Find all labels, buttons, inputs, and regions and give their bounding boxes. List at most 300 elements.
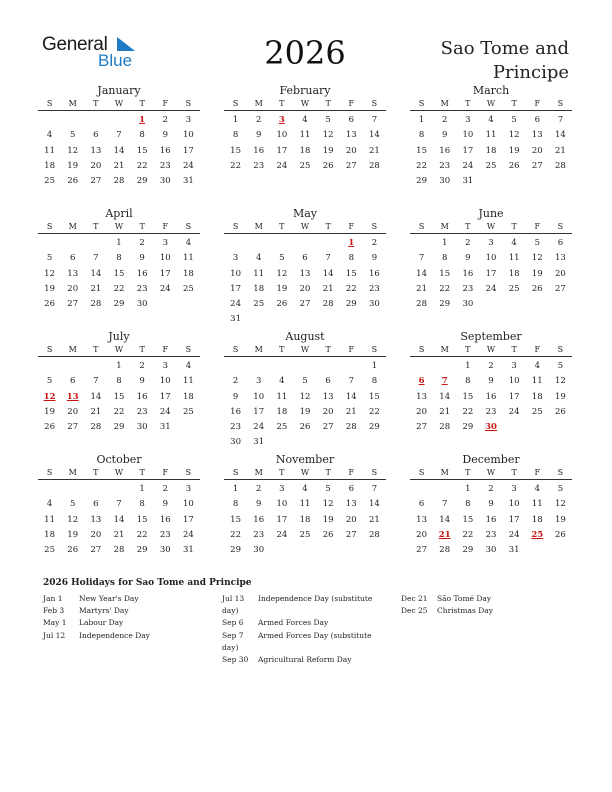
day-cell: 17: [183, 514, 194, 525]
day-cell: 27: [67, 422, 79, 433]
day-cell: 15: [230, 145, 241, 156]
day-cell: 12: [555, 499, 566, 510]
day-cell: 9: [162, 499, 168, 510]
day-cell: 13: [67, 268, 79, 279]
day-cell: 9: [256, 130, 262, 141]
day-cell: 17: [276, 514, 288, 525]
day-cell: 22: [416, 160, 427, 171]
weekday-label: M: [68, 345, 77, 354]
day-cell: 1: [139, 484, 145, 494]
day-cell: 27: [531, 160, 543, 171]
day-cell: 17: [485, 268, 497, 279]
day-cell: 17: [230, 283, 241, 294]
day-cell: 9: [139, 376, 145, 387]
day-cell: 23: [253, 160, 265, 171]
day-cell: 25: [508, 283, 520, 294]
day-cell: 20: [67, 283, 79, 294]
country-name-line1: Sao Tome and: [440, 38, 569, 59]
day-grid: [38, 113, 200, 189]
day-cell: 25: [44, 545, 55, 556]
day-grid: [38, 482, 200, 558]
day-cell: 5: [557, 484, 564, 494]
month-june: [410, 207, 572, 312]
day-cell: 1: [232, 115, 239, 125]
weekday-header: [224, 344, 386, 357]
day-cell: 7: [116, 130, 122, 141]
empty-day-cell: [61, 236, 84, 251]
day-cell: 30: [253, 545, 265, 556]
day-cell: 6: [302, 253, 308, 264]
holidays-title: 2026 Holidays for Sao Tome and Principe: [43, 578, 252, 588]
day-cell: 4: [256, 253, 262, 264]
weekday-label: T: [139, 99, 145, 108]
day-cell: 11: [183, 253, 194, 264]
day-cell: 13: [90, 145, 102, 156]
weekday-label: S: [232, 345, 239, 354]
month-title: August: [285, 330, 325, 343]
weekday-label: T: [93, 99, 99, 108]
day-cell: 1: [465, 361, 471, 371]
day-cell: 21: [555, 145, 566, 156]
day-cell: 23: [136, 406, 148, 417]
holiday-date: Dec 25: [401, 606, 428, 616]
weekday-label: T: [511, 468, 517, 477]
day-cell: 6: [348, 484, 354, 494]
day-cell: 1: [116, 361, 122, 371]
weekday-label: M: [440, 222, 449, 231]
weekday-label: T: [93, 468, 99, 477]
weekday-label: S: [371, 99, 378, 108]
day-cell: 25: [183, 406, 194, 417]
weekday-header: [38, 98, 200, 111]
holiday-entry: [401, 605, 551, 617]
empty-day-cell: [224, 359, 247, 374]
day-cell: 7: [442, 499, 448, 510]
day-cell: 29: [136, 545, 148, 556]
day-cell: 23: [230, 422, 241, 433]
weekday-label: W: [486, 222, 496, 231]
weekday-label: T: [139, 468, 145, 477]
weekday-label: W: [300, 468, 310, 477]
day-cell: 14: [439, 514, 451, 525]
day-cell: 15: [462, 391, 474, 402]
day-cell: 10: [276, 130, 288, 141]
logo-text-blue: Blue: [98, 51, 133, 70]
day-cell: 26: [67, 545, 79, 556]
month-january: [38, 84, 200, 189]
day-cell: 30: [439, 176, 451, 187]
day-cell: 22: [113, 406, 125, 417]
day-cell: 24: [183, 160, 194, 171]
empty-day-cell: [433, 482, 456, 497]
day-cell: 30: [462, 299, 474, 310]
weekday-label: T: [325, 222, 331, 231]
day-cell: 4: [534, 361, 540, 371]
day-cell: 8: [442, 253, 448, 264]
day-cell: 31: [462, 176, 474, 187]
weekday-label: T: [279, 345, 285, 354]
weekday-label: M: [68, 468, 77, 477]
weekday-label: T: [139, 222, 145, 231]
day-cell: 21: [369, 514, 380, 525]
month-may: [224, 207, 386, 328]
month-title: November: [275, 453, 335, 466]
day-cell: 21: [90, 283, 102, 294]
day-cell: 7: [348, 376, 354, 387]
day-cell: 20: [299, 283, 311, 294]
day-cell: 10: [508, 499, 520, 510]
weekday-header: [38, 467, 200, 480]
day-cell: 1: [465, 484, 471, 494]
weekday-label: T: [511, 345, 517, 354]
day-cell: 7: [116, 499, 122, 510]
day-cell: 20: [416, 406, 427, 417]
weekday-label: S: [418, 222, 425, 231]
day-cell: 23: [462, 283, 474, 294]
day-cell: 23: [136, 283, 148, 294]
day-cell: 16: [485, 514, 497, 525]
day-cell: 14: [439, 391, 451, 402]
holiday-day-cell: 1: [348, 238, 355, 248]
day-grid: [410, 236, 572, 312]
weekday-header: [38, 344, 200, 357]
holiday-name: São Tomé Day: [437, 594, 492, 603]
empty-day-cell: [317, 359, 340, 374]
day-cell: 21: [345, 406, 357, 417]
weekday-label: M: [68, 99, 77, 108]
weekday-label: S: [46, 468, 53, 477]
day-grid: [224, 113, 386, 174]
day-cell: 29: [136, 176, 148, 187]
day-cell: 5: [325, 484, 331, 494]
day-cell: 10: [253, 391, 265, 402]
day-cell: 3: [256, 376, 262, 387]
empty-day-cell: [84, 113, 107, 128]
day-cell: 16: [369, 268, 380, 279]
day-cell: 16: [253, 145, 265, 156]
day-cell: 2: [139, 238, 145, 248]
weekday-label: T: [511, 99, 517, 108]
holiday-name: Independence Day: [79, 630, 150, 640]
weekday-header: [224, 467, 386, 480]
day-cell: 1: [116, 238, 122, 248]
weekday-label: M: [440, 345, 449, 354]
empty-day-cell: [61, 482, 84, 497]
day-cell: 20: [322, 406, 334, 417]
day-cell: 14: [555, 130, 566, 141]
day-grid: [224, 359, 386, 451]
weekday-label: M: [254, 468, 263, 477]
weekday-header: [410, 467, 572, 480]
day-cell: 18: [253, 283, 265, 294]
day-cell: 23: [159, 160, 171, 171]
empty-day-cell: [317, 236, 340, 251]
day-cell: 12: [322, 499, 334, 510]
day-cell: 21: [113, 529, 125, 540]
day-cell: 15: [230, 514, 241, 525]
day-cell: 4: [488, 115, 494, 125]
day-cell: 20: [345, 514, 357, 525]
day-cell: 9: [465, 253, 471, 264]
day-cell: 5: [325, 115, 331, 125]
day-cell: 24: [508, 406, 520, 417]
day-cell: 17: [159, 268, 171, 279]
day-cell: 20: [90, 529, 102, 540]
month-october: [38, 453, 200, 558]
empty-day-cell: [293, 236, 316, 251]
day-cell: 2: [162, 484, 168, 494]
empty-day-cell: [107, 482, 130, 497]
weekday-label: W: [114, 99, 124, 108]
holiday-day-cell: 25: [531, 529, 544, 540]
day-cell: 15: [113, 268, 125, 279]
day-cell: 24: [159, 406, 171, 417]
day-cell: 15: [113, 391, 125, 402]
holiday-name: New Year's Day: [79, 594, 139, 603]
holiday-name-continued: day): [222, 606, 239, 616]
empty-day-cell: [433, 359, 456, 374]
day-cell: 14: [90, 391, 102, 402]
day-cell: 24: [462, 160, 474, 171]
weekday-label: T: [93, 222, 99, 231]
day-cell: 7: [93, 376, 99, 387]
day-cell: 5: [46, 253, 53, 264]
day-cell: 12: [299, 391, 311, 402]
day-cell: 29: [345, 299, 357, 310]
day-cell: 30: [159, 176, 171, 187]
day-cell: 17: [508, 391, 520, 402]
weekday-label: S: [185, 345, 192, 354]
month-august: [224, 330, 386, 451]
day-cell: 21: [322, 283, 334, 294]
day-cell: 9: [162, 130, 168, 141]
day-cell: 10: [230, 268, 241, 279]
day-cell: 19: [531, 268, 543, 279]
day-cell: 3: [162, 238, 168, 248]
holiday-day-cell: 7: [441, 376, 448, 387]
day-cell: 26: [508, 160, 520, 171]
day-cell: 22: [230, 160, 241, 171]
day-cell: 5: [279, 253, 285, 264]
day-cell: 11: [485, 130, 497, 141]
day-cell: 3: [232, 253, 239, 264]
day-cell: 28: [369, 160, 380, 171]
day-cell: 29: [462, 545, 474, 556]
empty-day-cell: [410, 236, 433, 251]
month-july: [38, 330, 200, 435]
day-cell: 16: [159, 145, 171, 156]
day-cell: 4: [534, 484, 540, 494]
empty-day-cell: [61, 113, 84, 128]
weekday-label: S: [371, 222, 378, 231]
day-cell: 8: [116, 253, 122, 264]
empty-day-cell: [247, 359, 270, 374]
day-cell: 13: [322, 391, 334, 402]
day-cell: 30: [369, 299, 380, 310]
day-cell: 24: [508, 529, 520, 540]
month-february: [224, 84, 386, 174]
day-cell: 8: [371, 376, 378, 387]
day-cell: 3: [279, 484, 285, 494]
holiday-entry: [222, 593, 382, 605]
day-cell: 21: [113, 160, 125, 171]
day-cell: 20: [67, 406, 79, 417]
holiday-entry: [43, 593, 193, 605]
empty-day-cell: [84, 482, 107, 497]
day-cell: 20: [416, 529, 427, 540]
holiday-date: May 1: [43, 618, 67, 628]
day-cell: 13: [416, 514, 427, 525]
day-cell: 4: [185, 361, 192, 371]
day-cell: 28: [322, 299, 334, 310]
day-cell: 5: [302, 376, 308, 387]
day-cell: 23: [253, 529, 265, 540]
month-title: October: [96, 453, 142, 466]
weekday-label: W: [486, 99, 496, 108]
weekday-label: S: [371, 345, 378, 354]
holiday-date: Dec 21: [401, 594, 428, 603]
day-cell: 22: [369, 406, 380, 417]
day-cell: 17: [462, 145, 474, 156]
day-cell: 13: [555, 253, 566, 264]
day-cell: 5: [511, 115, 517, 125]
day-cell: 16: [159, 514, 171, 525]
day-cell: 22: [345, 283, 357, 294]
weekday-label: S: [557, 345, 564, 354]
day-cell: 26: [555, 406, 566, 417]
day-cell: 7: [418, 253, 425, 264]
day-cell: 20: [555, 268, 566, 279]
day-cell: 14: [345, 391, 357, 402]
day-cell: 15: [136, 145, 148, 156]
day-cell: 31: [230, 314, 241, 325]
day-cell: 2: [256, 115, 262, 125]
day-cell: 26: [276, 299, 288, 310]
day-cell: 26: [555, 529, 566, 540]
weekday-label: W: [300, 345, 310, 354]
day-cell: 9: [442, 130, 448, 141]
day-cell: 6: [70, 253, 76, 264]
weekday-label: M: [68, 222, 77, 231]
holiday-name: Martyrs' Day: [79, 606, 129, 616]
day-cell: 17: [159, 391, 171, 402]
day-cell: 1: [418, 115, 425, 125]
day-cell: 12: [67, 145, 79, 156]
day-cell: 11: [508, 253, 520, 264]
day-cell: 28: [555, 160, 566, 171]
weekday-label: F: [162, 468, 169, 477]
empty-day-cell: [84, 236, 107, 251]
day-cell: 27: [322, 422, 334, 433]
weekday-label: F: [534, 99, 541, 108]
weekday-label: W: [114, 468, 124, 477]
day-cell: 24: [276, 529, 288, 540]
day-cell: 11: [531, 376, 543, 387]
day-cell: 20: [531, 145, 543, 156]
holiday-date: Jul 12: [43, 630, 66, 640]
day-cell: 4: [302, 484, 308, 494]
day-cell: 16: [439, 145, 451, 156]
day-cell: 14: [416, 268, 427, 279]
weekday-header: [410, 98, 572, 111]
weekday-label: W: [486, 345, 496, 354]
day-grid: [410, 113, 572, 189]
weekday-label: S: [232, 222, 239, 231]
day-cell: 1: [442, 238, 448, 248]
weekday-label: T: [325, 99, 331, 108]
month-title: April: [105, 207, 133, 220]
day-cell: 2: [488, 484, 494, 494]
day-cell: 11: [44, 145, 55, 156]
day-cell: 2: [371, 238, 378, 248]
month-november: [224, 453, 386, 558]
day-cell: 22: [136, 529, 148, 540]
day-cell: 6: [70, 376, 76, 387]
day-cell: 2: [488, 361, 494, 371]
day-cell: 9: [232, 391, 239, 402]
day-cell: 5: [46, 376, 53, 387]
day-cell: 22: [462, 406, 474, 417]
weekday-label: M: [440, 99, 449, 108]
weekday-label: S: [46, 345, 53, 354]
month-title: July: [108, 330, 130, 343]
empty-day-cell: [224, 236, 247, 251]
day-cell: 7: [557, 115, 564, 125]
weekday-label: W: [300, 222, 310, 231]
holiday-date: Sep 7: [222, 630, 244, 640]
day-cell: 26: [531, 283, 543, 294]
weekday-label: S: [371, 468, 378, 477]
holiday-day-cell: 21: [438, 529, 451, 540]
weekday-label: S: [418, 345, 425, 354]
holiday-day-cell: 6: [418, 376, 425, 387]
day-cell: 28: [113, 176, 125, 187]
empty-day-cell: [247, 236, 270, 251]
weekday-label: F: [534, 468, 541, 477]
day-cell: 2: [256, 484, 262, 494]
day-cell: 27: [345, 160, 357, 171]
day-cell: 27: [90, 176, 102, 187]
day-cell: 15: [136, 514, 148, 525]
day-cell: 14: [90, 268, 102, 279]
day-cell: 8: [139, 499, 145, 510]
day-cell: 30: [230, 437, 241, 448]
day-cell: 29: [230, 545, 241, 556]
day-cell: 27: [555, 283, 566, 294]
weekday-label: S: [185, 99, 192, 108]
weekday-label: F: [162, 222, 169, 231]
day-cell: 18: [508, 268, 520, 279]
weekday-label: M: [254, 222, 263, 231]
day-cell: 15: [345, 268, 357, 279]
holiday-entry: [43, 630, 193, 642]
holiday-day-cell: 30: [485, 422, 497, 433]
day-cell: 13: [345, 130, 357, 141]
weekday-header: [224, 221, 386, 234]
empty-day-cell: [38, 482, 61, 497]
day-cell: 15: [462, 514, 474, 525]
day-cell: 10: [159, 376, 171, 387]
day-cell: 31: [183, 545, 194, 556]
day-cell: 28: [439, 422, 451, 433]
day-cell: 13: [299, 268, 311, 279]
day-cell: 5: [557, 361, 564, 371]
day-cell: 11: [299, 499, 311, 510]
day-cell: 5: [70, 130, 76, 141]
day-cell: 30: [136, 422, 148, 433]
day-cell: 29: [462, 422, 474, 433]
day-cell: 23: [485, 529, 497, 540]
